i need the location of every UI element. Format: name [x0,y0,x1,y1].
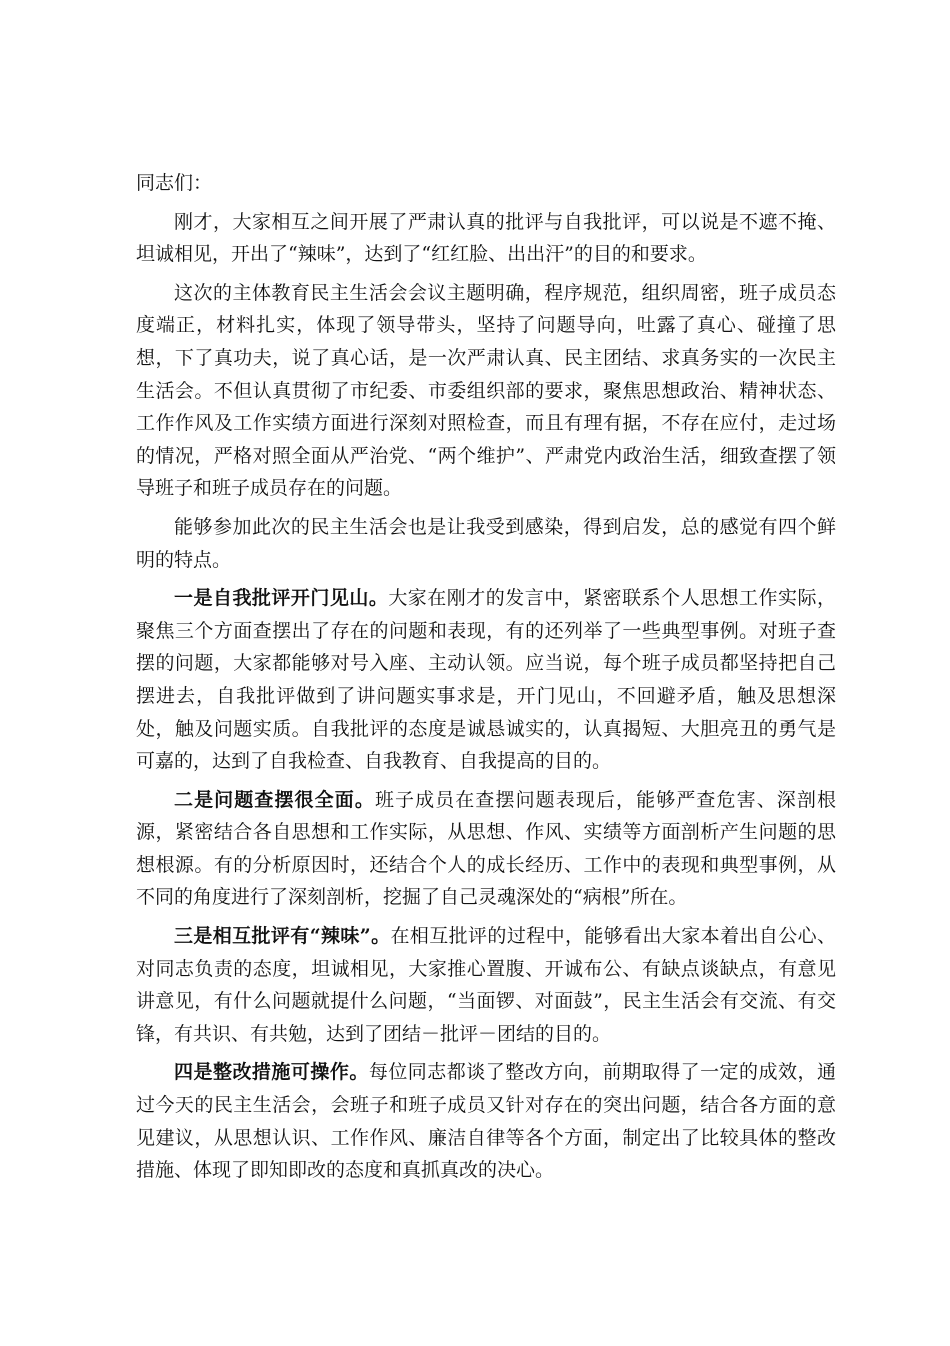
paragraph-lead: 四是整改措施可操作。 [174,1061,369,1084]
greeting: 同志们： [136,172,213,194]
paragraph-text: 班子成员在查摆问题表现后，能够严查危害、深剖根源，紧密结合各自思想和工作实际，从思想、作风、实绩等方面剖析产生问题的思想根源。有的分析原因时，还结合个人的成长经历、工作中的表现和典型事例，从不同的角度进行了深刻剖析，挖掘了自己灵魂深处的“病根”所在。 [136,788,836,909]
paragraph-text: 刚才，大家相互之间开展了严肃认真的批评与自我批评，可以说是不遮不掩、坦诚相见，开出了“辣味”，达到了“红红脸、出出汗”的目的和要求。 [136,210,836,266]
paragraph-point-1 [136,582,836,778]
paragraph-text: 在相互批评的过程中，能够看出大家本着出自公心、对同志负责的态度，坦诚相见，大家推心置腹、开诚布公、有缺点谈缺点，有意见讲意见，有什么问题就提什么问题，“当面锣、对面鼓”，民主生活会有交流、有交锋，有共识、有共勉，达到了团结－批评－团结的目的。 [136,925,836,1045]
paragraph-point-3 [136,920,836,1050]
paragraph-lead: 三是相互批评有“辣味”。 [174,925,391,948]
paragraph-2 [136,277,836,505]
paragraph-point-4 [136,1056,836,1186]
paragraph-text: 每位同志都谈了整改方向，前期取得了一定的成效，通过今天的民主生活会，会班子和班子成员又针对存在的突出问题，结合各方面的意见建议，从思想认识、工作作风、廉洁自律等各个方面，制定出了比较具体的整改措施、体现了即知即改的态度和真抓真改的决心。 [136,1061,836,1182]
paragraph-lead: 二是问题查摆很全面。 [174,788,375,811]
paragraph-1 [136,206,836,271]
paragraph-text: 大家在刚才的发言中，紧密联系个人思想工作实际，聚焦三个方面查摆出了存在的问题和表现，有的还列举了一些典型事例。对班子查摆的问题，大家都能够对号入座、主动认领。应当说，每个班子成员都坚持把自己摆进去，自我批评做到了讲问题实事求是，开门见山，不回避矛盾，触及思想深处，触及问题实质。自我批评的态度是诚恳诚实的，认真揭短、大胆亮丑的勇气是可嘉的，达到了自我检查、自我教育、自我提高的目的。 [136,587,836,773]
document-body [136,152,836,1193]
paragraph-text: 能够参加此次的民主生活会也是让我受到感染，得到启发，总的感觉有四个鲜明的特点。 [136,515,836,571]
paragraph-3 [136,511,836,576]
paragraph-lead: 一是自我批评开门见山。 [174,587,389,610]
paragraph-text: 这次的主体教育民主生活会会议主题明确，程序规范，组织周密，班子成员态度端正，材料扎实，体现了领导带头，坚持了问题导向，吐露了真心、碰撞了思想，下了真功夫，说了真心话，是一次严肃认真、民主团结、求真务实的一次民主生活会。不但认真贯彻了市纪委、市委组织部的要求，聚焦思想政治、精神状态、工作作风及工作实绩方面进行深刻对照检查，而且有理有据，不存在应付，走过场的情况，严格对照全面从严治党、“两个维护”、严肃党内政治生活，细致查摆了领导班子和班子成员存在的问题。 [136,281,836,500]
paragraph-point-2 [136,784,836,914]
